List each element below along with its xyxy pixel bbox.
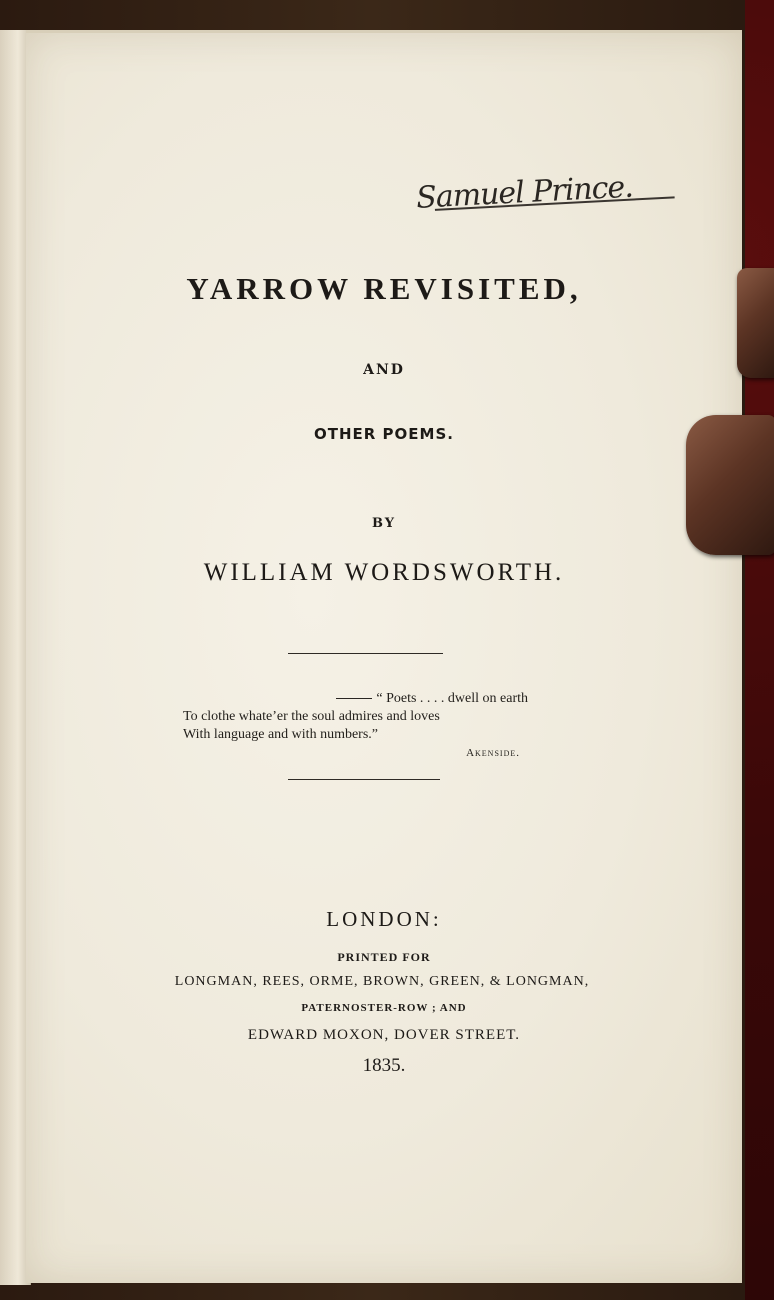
imprint-publishers: LONGMAN, REES, ORME, BROWN, GREEN, & LONGMAN, xyxy=(174,974,590,989)
upper-clasp xyxy=(737,268,774,378)
bottom-rule xyxy=(288,779,440,780)
epigraph-line-3: With language and with numbers.” xyxy=(183,727,378,742)
owner-signature xyxy=(415,165,716,216)
epigraph-attribution: Akenside. xyxy=(466,747,520,759)
epigraph xyxy=(176,690,536,762)
signature-text: Samuel Prince. xyxy=(415,169,634,216)
imprint-year: 1835. xyxy=(362,1055,406,1076)
imprint-printed-for: PRINTED FOR xyxy=(337,950,431,964)
epigraph-line-2: To clothe whate’er the soul admires and loves xyxy=(183,709,440,724)
author-name: WILLIAM WORDSWORTH. xyxy=(203,559,565,586)
epigraph-line-1 xyxy=(176,690,536,708)
lower-clasp xyxy=(686,415,774,555)
epigraph-line-1-text: “ Poets . . . . dwell on earth xyxy=(376,691,528,706)
by-line: BY xyxy=(371,516,397,531)
imprint-city: LONDON: xyxy=(326,907,442,931)
title-connector: AND xyxy=(363,362,405,378)
book-subtitle: OTHER POEMS. xyxy=(314,425,454,443)
top-rule xyxy=(288,653,443,654)
book-title: YARROW REVISITED, xyxy=(186,271,582,306)
imprint-second-publisher: EDWARD MOXON, DOVER STREET. xyxy=(247,1027,521,1043)
title-page xyxy=(26,30,742,1283)
epigraph-dash xyxy=(336,698,372,699)
imprint-address: PATERNOSTER-ROW ; AND xyxy=(301,1002,467,1014)
